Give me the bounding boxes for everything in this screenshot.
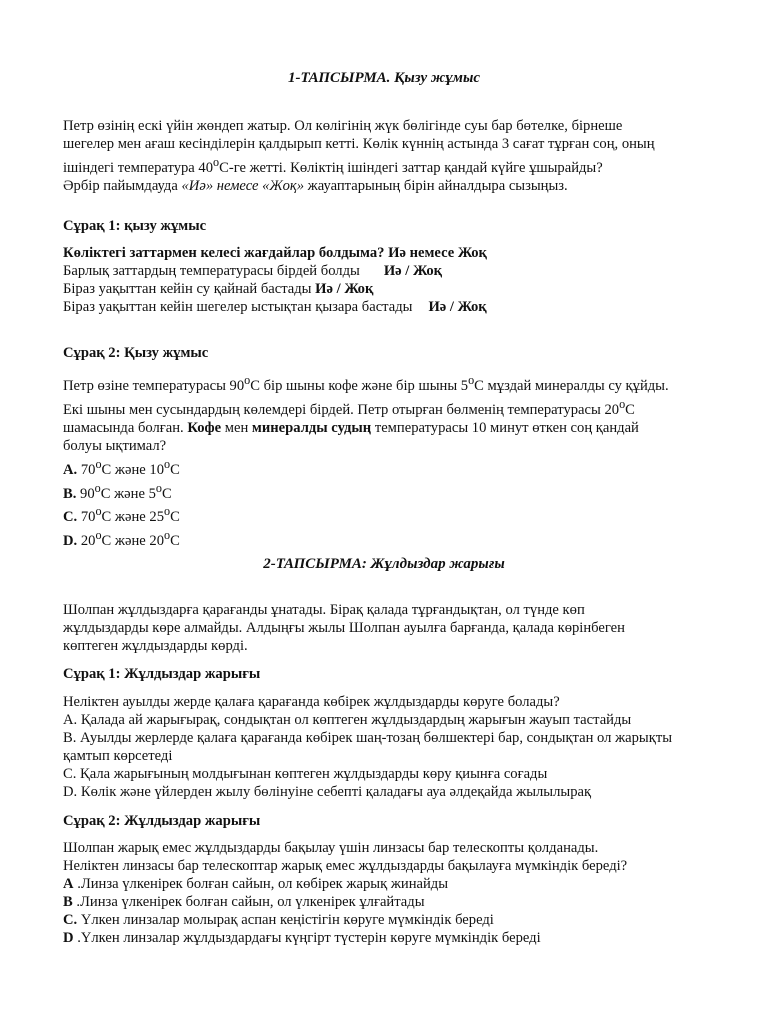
task1-q2-line4: болуы ықтимал? [63,437,167,454]
task2-q2-line1: Шолпан жарық емес жұлдыздарды бақылау үшін линзасы бар телескопты қолданады. [63,840,599,856]
task2-q2-body [63,839,723,947]
yes-no-choice[interactable]: Иә / Жоқ [315,281,374,297]
statement-row: Біраз уақыттан кейін шегелер ыстықтан қызара бастады Иә / Жоқ [63,299,487,315]
task1-intro-line4: Әрбір пайымдауда «Иә» немесе «Жоқ» жауаптарының бірін айналдыра сызыңыз. [63,177,568,194]
task1-q2-body [63,371,723,550]
task2-q1-body [63,693,723,801]
task2-intro [63,601,723,655]
answer-option-b-cont[interactable]: қамтып көрсетеді [63,748,173,764]
answer-option-a[interactable]: A .Линза үлкенірек болған сайын, ол көбірек жарық жинайды [63,876,449,892]
task1-intro-line1: Петр өзінің ескі үйін жөндеп жатыр. Ол көлігінің жүк бөлігінде суы бар бөтелке, бірнеше [63,118,623,134]
answer-option-d[interactable]: D. $20^оС$ және $20^оС$ [63,528,180,550]
task1-q2-heading: Сұрақ 2: Қызу жұмыс [63,345,209,361]
statement-row: Біраз уақыттан кейін су қайнай бастады Иә / Жоқ [63,281,374,297]
answer-option-c[interactable]: C. $70^оС$ және $25^оС$ [63,504,180,526]
task1-q2-line2: Екі шыны мен сусындардың көлемдері бірдей. Петр отырған бөлменің температурасы $20^оС$ [63,396,635,418]
task2-q1-prompt: Неліктен ауылды жерде қалаға қарағанда көбірек жұлдыздарды көруге болады? [63,694,560,710]
task2-q2-heading: Сұрақ 2: Жұлдыздар жарығы [63,813,261,829]
task1-intro-line3: ішіндегі температура $40^оС-ге$ жетті. Көліктің ішіндегі заттар қандай күйге ұшырайды? [63,155,603,176]
answer-option-d[interactable]: D. Көлік және үйлерден жылу бөлінуіне себепті қаладағы ауа әлдеқайда жылылырақ [63,784,592,800]
task1-q1-prompt: Көліктегі заттармен келесі жағдайлар болдыма? Иә немесе Жоқ [63,245,487,261]
task2-q1-heading: Сұрақ 1: Жұлдыздар жарығы [63,666,261,682]
answer-option-d[interactable]: D .Үлкен линзалар жұлдыздардағы күңгірт түстерін көруге мүмкіндік береді [63,930,541,946]
task2-intro-line2: жұлдыздарды көре алмайды. Алдыңғы жылы Шолпан ауылға барғанда, қалада көрінбеген [63,620,625,636]
answer-option-b[interactable]: B. $90^оС$ және $5^оС$ [63,480,172,502]
task1-intro [63,117,723,195]
answer-option-a[interactable]: A. Қалада ай жарығырақ, сондықтан ол көптеген жұлдыздардың жарығын жауып тастайды [63,712,632,728]
task1-q1-heading: Сұрақ 1: қызу жұмыс [63,218,207,234]
answer-option-c[interactable]: C. Үлкен линзалар молырақ аспан кеңістігін көруге мүмкіндік береді [63,912,494,928]
task2-intro-line3: көптеген жұлдыздарды көрді. [63,638,248,654]
yes-no-choice[interactable]: Иә / Жоқ [428,299,487,315]
task1-q2-line1: Петр өзіне температурасы $90^оС$ бір шыны кофе және бір шыны $5^оС$ мұздай минералды су құйды. [63,373,669,394]
task1-q1-statements [63,244,723,316]
task2-title: 2-ТАПСЫРМА: Жұлдыздар жарығы [263,556,505,572]
task1-title: 1-ТАПСЫРМА. Қызу жұмыс [287,70,481,86]
answer-option-a[interactable]: A. $70^оС$ және $10^оС$ [63,456,180,478]
answer-option-b[interactable]: B .Линза үлкенірек болған сайын, ол үлкенірек ұлғайтады [63,894,425,910]
task1-intro-line2: шегелер мен ағаш кесінділерін қалдырып кетті. Көлік күннің астында 3 сағат тұрған соң, оның [63,136,655,152]
statement-row: Барлық заттардың температурасы бірдей болды Иә / Жоқ [63,263,443,279]
task2-q2-line2: Неліктен линзасы бар телескоптар жарық емес жұлдыздарды бақылауға мүмкіндік береді? [63,858,628,874]
answer-option-b[interactable]: B. Ауылды жерлерде қалаға қарағанда көбірек шаң-тозаң бөлшектері бар, сондықтан ол жарықты [63,730,673,746]
answer-option-c[interactable]: C. Қала жарығының молдығынан көптеген жұлдыздарды көру қиынға соғады [63,766,548,782]
yes-no-choice[interactable]: Иә / Жоқ [383,263,443,279]
task1-q2-line3: шамасында болған. Кофе мен минералды судың температурасы 10 минут өткен соң қандай [63,419,639,436]
task2-intro-line1: Шолпан жұлдыздарға қарағанды ұнатады. Бірақ қалада тұрғандықтан, ол түнде көп [63,602,585,618]
